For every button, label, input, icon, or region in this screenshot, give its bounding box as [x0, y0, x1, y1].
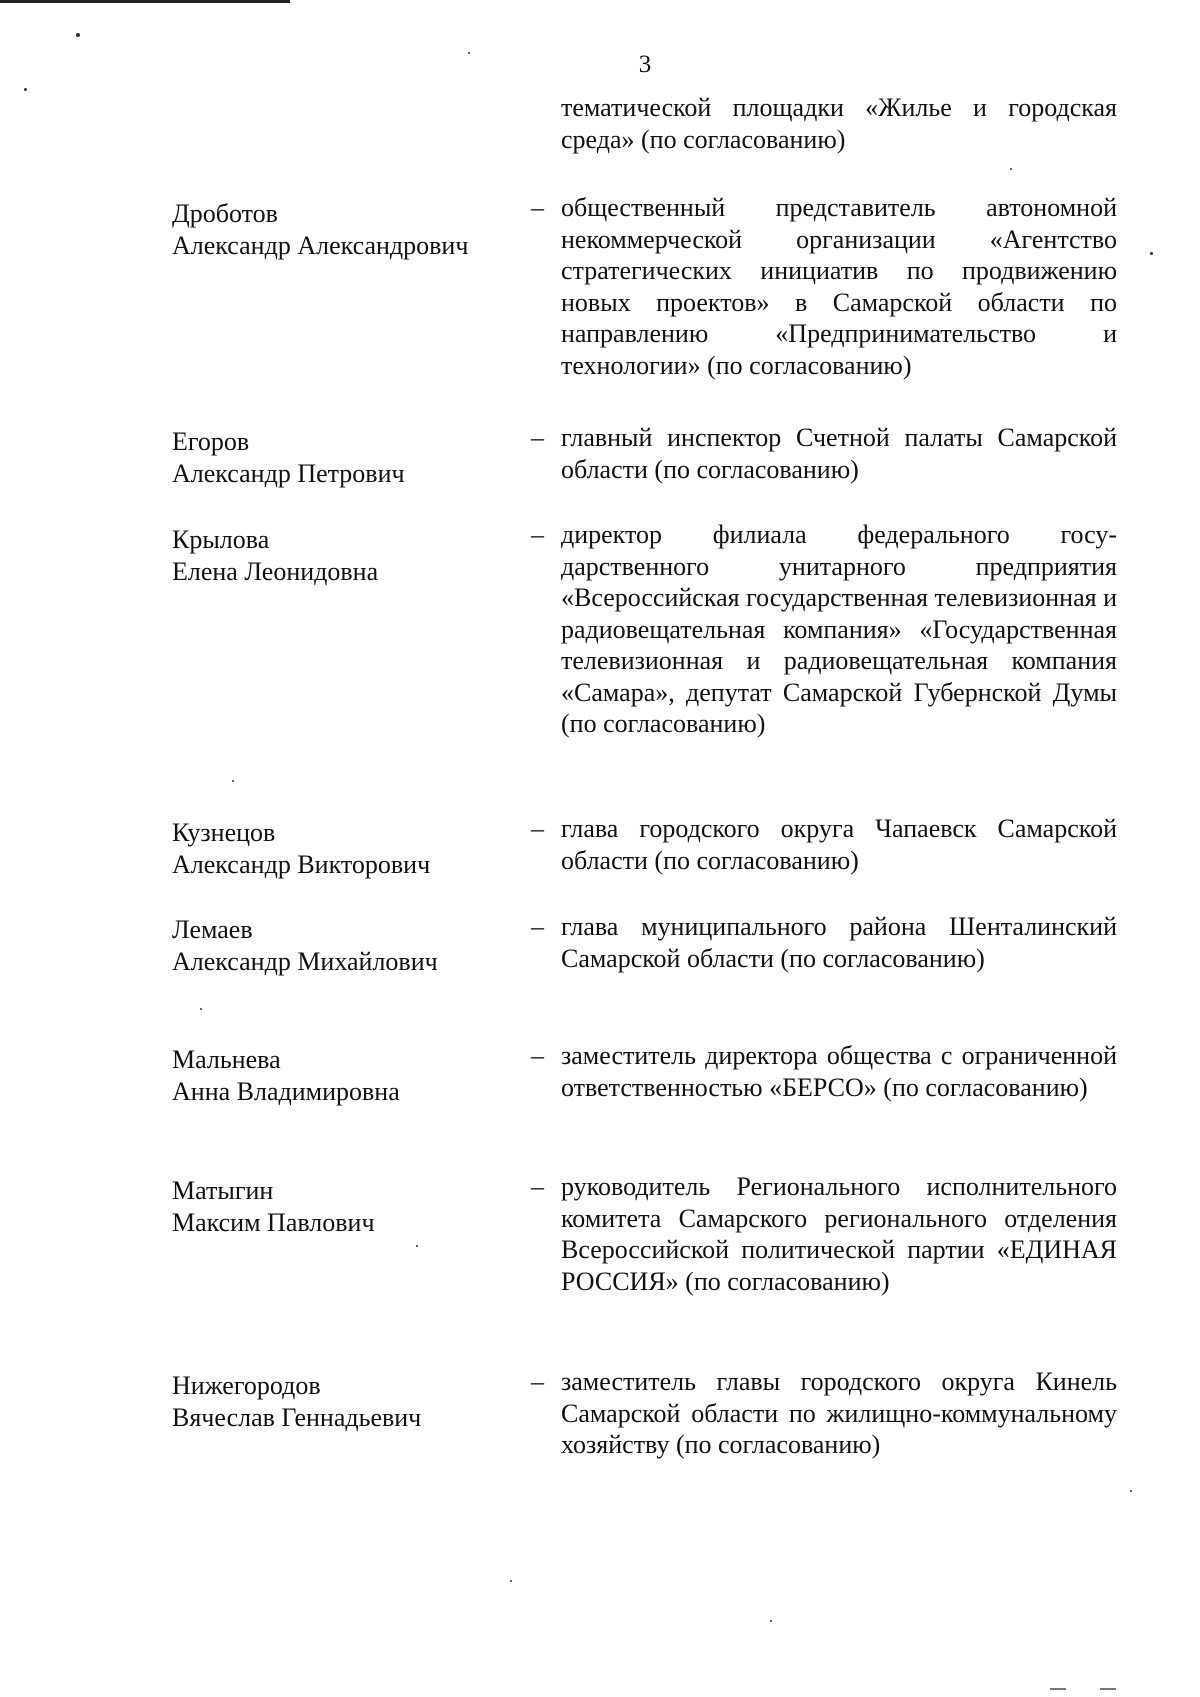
member-surname: Мальнева — [172, 1045, 281, 1074]
scan-speck — [770, 1620, 772, 1622]
scan-speck — [76, 33, 80, 37]
member-surname: Нижегородов — [172, 1371, 321, 1400]
member-name — [172, 817, 512, 880]
dash-separator: – — [531, 1172, 544, 1201]
member-name — [172, 426, 512, 489]
member-given-name: Александр Петрович — [172, 458, 405, 488]
member-description: заместитель главы городского округа Кинель Самарской области по жилищно-коммунальному хозяйству (по согласованию) — [561, 1367, 1117, 1459]
scan-mark — [1100, 1688, 1116, 1690]
member-given-name: Александр Михайлович — [172, 946, 438, 976]
dash-separator: – — [531, 1367, 544, 1396]
member-name — [172, 914, 512, 977]
member-name — [172, 1044, 512, 1107]
member-given-name: Александр Викторович — [172, 849, 431, 879]
continuation-text: тематической площадки «Жилье и городская среда» (по согласованию) — [561, 93, 1117, 154]
member-description: заместитель директора общества с ограниченной ответственностью «БЕРСО» (по согласованию) — [561, 1041, 1117, 1102]
member-surname: Дроботов — [172, 199, 278, 228]
member-given-name: Александр Александрович — [172, 230, 469, 260]
scan-speck — [1150, 252, 1153, 255]
scan-speck — [510, 1580, 512, 1582]
top-edge-rule — [0, 0, 290, 3]
page-number: 3 — [638, 51, 652, 78]
scan-speck — [416, 1245, 418, 1247]
dash-separator: – — [531, 814, 544, 843]
member-description: директор филиала федерального государственного унитарного предприятия «Всероссийская государственная телевизионная и радиовещательная компания» «Государственная телевизионная и радиовещательная компания «Самара», депутат Самарской Губернской Думы (по согласованию) — [561, 520, 1117, 738]
member-description: общественный представитель автономной некоммерческой организации «Агентство стратегических инициатив по продвижению новых проектов» в Самарской области по направлению «Предпринимательство и технологии» (по согласованию) — [561, 193, 1117, 380]
dash-separator: – — [531, 423, 544, 452]
member-description: глава муниципального района Шенталинский Самарской области (по согласованию) — [561, 912, 1117, 973]
scan-speck — [232, 780, 234, 782]
scan-speck — [1010, 168, 1012, 170]
member-given-name: Вячеслав Геннадьевич — [172, 1402, 422, 1432]
member-name — [172, 524, 512, 587]
scan-speck — [24, 88, 27, 91]
scan-speck — [1130, 1490, 1132, 1492]
member-name — [172, 1370, 512, 1433]
member-given-name: Максим Павлович — [172, 1207, 375, 1237]
member-description: глава городского округа Чапаевск Самарской области (по согласованию) — [561, 814, 1117, 875]
dash-separator: – — [531, 193, 544, 222]
member-surname: Крылова — [172, 525, 270, 554]
scan-mark — [1050, 1688, 1066, 1690]
member-given-name: Анна Владимировна — [172, 1076, 400, 1106]
member-description: главный инспектор Счетной палаты Самарской области (по согласованию) — [561, 423, 1117, 484]
member-name — [172, 198, 512, 261]
member-surname: Кузнецов — [172, 818, 276, 847]
member-surname: Матыгин — [172, 1176, 274, 1205]
member-name — [172, 1175, 512, 1238]
scan-speck — [468, 52, 470, 54]
member-surname: Егоров — [172, 427, 250, 456]
dash-separator: – — [531, 520, 544, 549]
member-surname: Лемаев — [172, 915, 253, 944]
dash-separator: – — [531, 1041, 544, 1070]
member-description: руководитель Регионального исполнительного комитета Самарского регионального отделения Всероссийской политической партии «ЕДИНАЯ РОССИЯ» (по согласованию) — [561, 1172, 1117, 1296]
scan-speck — [200, 1008, 202, 1010]
dash-separator: – — [531, 912, 544, 941]
member-given-name: Елена Леонидовна — [172, 556, 379, 586]
